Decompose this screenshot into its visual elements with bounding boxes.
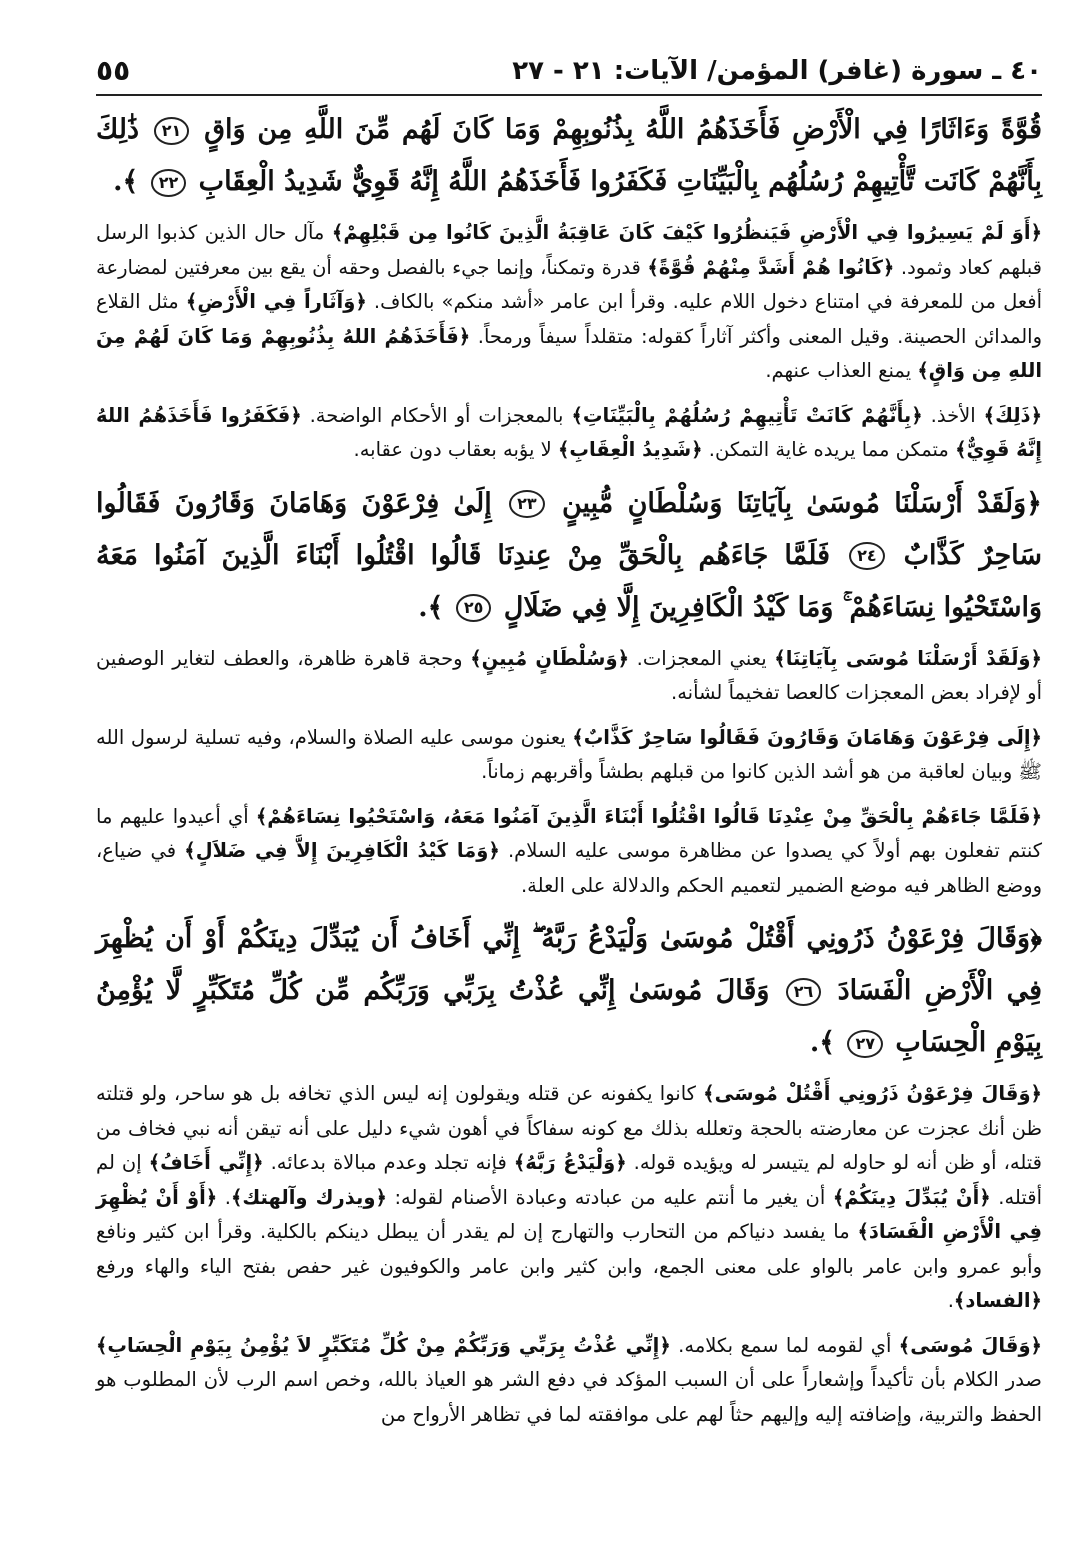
commentary-text: يعنون موسى عليه الصلاة والسلام، وفيه تسلية لرسول الله ﷺ وبيان لعاقبة من هو أشد الذين كانوا من قبلهم بطشاً وأقربهم زماناً. bbox=[96, 725, 1042, 783]
commentary-text: الأخذ. bbox=[922, 403, 984, 427]
verse-number-marker: ٢١ bbox=[154, 117, 190, 145]
tafsir-paragraph bbox=[96, 642, 1042, 711]
commentary-text: فإنه تجلد وعدم مبالاة بدعائه. bbox=[263, 1151, 514, 1174]
quran-verse-block bbox=[96, 913, 1042, 1069]
quoted-verse-text: ﴿وَقَالَ مُوسَى﴾ bbox=[898, 1333, 1042, 1357]
quoted-verse-text: ﴿فَكَفَرُوا فَأَخَذَهُمُ اللهُ إِنَّهُ قَوِيٌّ﴾ bbox=[96, 403, 1042, 461]
tafsir-paragraph bbox=[96, 800, 1042, 904]
commentary-text: . bbox=[217, 1185, 231, 1209]
quran-verse-block bbox=[96, 478, 1042, 634]
commentary-text: أن يغير ما أنتم عليه من عبادته وعبادة الأصنام لقوله: bbox=[386, 1185, 833, 1209]
quoted-verse-text: ﴿أَنْ يُبَدِّلَ دِينَكُمْ﴾ bbox=[832, 1185, 991, 1209]
quoted-verse-text: ﴿فَلَمَّا جَاءَهُمْ بِالْحَقِّ مِنْ عِنْدِنَا قَالُوا اقْتُلُوا أَبْنَاءَ الَّذِينَ آمَنُوا مَعَهُ، وَاسْتَحْيُوا نِسَاءَهُمْ﴾ bbox=[255, 804, 1043, 828]
verse-text: ﴾. bbox=[418, 591, 453, 623]
quoted-verse-text: ﴿وَآثَاراً فِي الْأَرْضِ﴾ bbox=[185, 290, 367, 313]
verse-text: وَقَالَ مُوسَىٰ إِنِّي عُذْتُ بِرَبِّي وَرَبِّكُم مِّن كُلِّ مُتَكَبِّرٍ لَّا يُؤْمِنُ بِيَوْمِ الْحِسَابِ bbox=[96, 975, 1042, 1058]
quoted-verse-text: ﴿وَلَقَدْ أَرْسَلْنَا مُوسَى بِآيَاتِنَا﴾ bbox=[774, 646, 1042, 670]
quoted-verse-text: ﴿إِلَى فِرْعَوْنَ وَهَامَانَ وَقَارُونَ فَقَالُوا سَاحِرٌ كَذَّابٌ﴾ bbox=[572, 725, 1042, 749]
verse-number-marker: ٢٧ bbox=[847, 1030, 883, 1058]
tafsir-paragraph bbox=[96, 399, 1042, 468]
commentary-text: قدرة وتمكناً، وإنما جيء بالفصل وحقه أن يقع بين معرفتين لمضارعة أفعل من للمعرفة في امتناع دخول اللام عليه. وقرأ ابن عامر «أشد منكم» بالكاف. bbox=[96, 255, 1042, 313]
quran-verse-block bbox=[96, 104, 1042, 208]
commentary-text: كانوا يكفونه عن قتله ويقولون إنه ليس الذي تخافه بل هو ساحر، ولو قتلته ظن أنك عجزت عن معارضته بالحجة وتعلله بذلك مع كونه سفاكاً في أهون شيء دليل على أنه تيقن أنه نبي فخاف من قتله، أو ظن أنه لو حاوله لم يتيسر له ويؤيده قوله. bbox=[96, 1082, 1042, 1174]
verse-number-marker: ٢٥ bbox=[456, 594, 492, 622]
verse-text: فَلَمَّا جَاءَهُم بِالْحَقِّ مِنْ عِندِنَا قَالُوا اقْتُلُوا أَبْنَاءَ الَّذِينَ آمَنُوا مَعَهُ وَاسْتَحْيُوا نِسَاءَهُمْ ۚ وَمَا كَيْدُ الْكَافِرِينَ إِلَّا فِي ضَلَالٍ bbox=[96, 539, 1042, 623]
commentary-text: ما يفسد دنياكم من التحارب والتهارج إن لم يقدر أن يبطل دينكم بالكلية. وقرأ ابن كثير ونافع وأبو عمرو وابن عامر بالواو على معنى الجمع، وابن كثير وابن عامر والكوفيون غير حفص بفتح الياء والهاء ورفع bbox=[96, 1220, 1042, 1278]
page-body bbox=[96, 104, 1042, 1442]
page-number: ٥٥ bbox=[96, 54, 131, 87]
quoted-verse-text: ﴿إِنِّي عُذْتُ بِرَبِّي وَرَبِّكُمْ مِنْ كُلِّ مُتَكَبِّرٍ لاَ يُؤْمِنُ بِيَوْمِ الْحِسَابِ﴾ bbox=[96, 1333, 671, 1357]
quoted-verse-text: ﴿الفساد﴾ bbox=[953, 1289, 1042, 1312]
commentary-text: لا يؤبه بعقاب دون عقابه. bbox=[353, 438, 558, 461]
quoted-verse-text: ﴿وَقَالَ فِرْعَوْنُ ذَرُونِي أَقْتُلْ مُوسَى﴾ bbox=[703, 1082, 1042, 1105]
tafsir-paragraph bbox=[96, 1077, 1042, 1319]
commentary-text: في ضياع، ووضع الظاهر فيه موضع الضمير لتعميم الحكم والدلالة على العلة. bbox=[96, 839, 1042, 897]
commentary-text: أي أعيدوا عليهم ما كنتم تفعلون بهم أولاً كي يصدوا عن مظاهرة موسى عليه السلام. bbox=[96, 804, 1042, 862]
verse-text: ﴾. bbox=[809, 1027, 845, 1058]
verse-text: قُوَّةً وَءَاثَارًا فِي الْأَرْضِ فَأَخَذَهُمُ اللَّهُ بِذُنُوبِهِمْ وَمَا كَانَ لَهُم مِّنَ اللَّهِ مِن وَاقٍ bbox=[192, 114, 1042, 145]
quoted-verse-text: ﴿وَلْيَدْعُ رَبَّهُ﴾ bbox=[513, 1151, 627, 1174]
verse-number-marker: ٢٤ bbox=[849, 542, 885, 570]
quoted-verse-text: ﴿ذَلِكَ﴾ bbox=[983, 403, 1042, 427]
verse-number-marker: ٢٣ bbox=[509, 490, 545, 518]
commentary-text: إن لم أقتله. bbox=[96, 1151, 1043, 1209]
quoted-verse-text: ﴿كَانُوا هُمْ أَشَدَّ مِنْهُمْ قُوَّةً﴾ bbox=[647, 255, 895, 279]
quoted-verse-text: ﴿فَأَخَذَهُمُ اللهُ بِذُنُوبِهِمْ وَمَا كَانَ لَهُمْ مِنَ اللهِ مِن وَاقٍ﴾ bbox=[96, 324, 1042, 382]
commentary-text: مثل القلاع والمدائن الحصينة. وقيل المعنى وأكثر آثاراً كقوله: متقلداً سيفاً ورمحاً. bbox=[96, 290, 1042, 348]
quoted-verse-text: ﴿وَسُلْطَانٍ مُبِينٍ﴾ bbox=[470, 646, 630, 670]
verse-text: ﴾. bbox=[113, 166, 148, 197]
verse-number-marker: ٢٢ bbox=[151, 169, 187, 197]
header-divider bbox=[96, 94, 1042, 96]
commentary-text: متمكن مما يريده غاية التمكن. bbox=[702, 438, 956, 461]
verse-text: ذَٰلِكَ بِأَنَّهُمْ كَانَت تَّأْتِيهِمْ رُسُلُهُم بِالْبَيِّنَاتِ فَكَفَرُوا فَأَخَذَهُمُ اللَّهُ إِنَّهُ قَوِيٌّ شَدِيدُ الْعِقَابِ bbox=[96, 114, 1042, 197]
verse-text: ﴿وَقَالَ فِرْعَوْنُ ذَرُونِي أَقْتُلْ مُوسَىٰ وَلْيَدْعُ رَبَّهُ ۖ إِنِّي أَخَافُ أَن يُبَدِّلَ دِينَكُمْ أَوْ أَن يُظْهِرَ فِي الْأَرْضِ الْفَسَادَ bbox=[96, 923, 1042, 1006]
quoted-verse-text: ﴿إِنِّي أَخَافُ﴾ bbox=[148, 1151, 264, 1174]
quoted-verse-text: ﴿أَوْ أَنْ يُظْهِرَ فِي الْأَرْضِ الْفَسَادَ﴾ bbox=[96, 1185, 1042, 1243]
tafsir-paragraph bbox=[96, 216, 1042, 389]
page-header-title: ٤٠ ـ سورة (غافر) المؤمن/ الآيات: ٢١ - ٢٧ bbox=[512, 56, 1042, 86]
quoted-verse-text: ﴿أَوَ لَمْ يَسِيرُوا فِي الْأَرْضِ فَيَنظُرُوا كَيْفَ كَانَ عَاقِبَةُ الَّذِينَ كَانُوا مِن قَبْلِهِمْ﴾ bbox=[331, 221, 1042, 244]
commentary-text: يعني المعجزات. bbox=[629, 646, 775, 670]
commentary-text: يمنع العذاب عنهم. bbox=[765, 359, 918, 382]
verse-number-marker: ٢٦ bbox=[786, 978, 822, 1006]
quoted-verse-text: ﴿بِأَنَّهُمْ كَانَتْ تَأْتِيهِمْ رُسُلُهُمْ بِالْبَيِّنَاتِ﴾ bbox=[571, 403, 923, 427]
commentary-text: بالمعجزات أو الأحكام الواضحة. bbox=[301, 403, 572, 427]
verse-text: ﴿وَلَقَدْ أَرْسَلْنَا مُوسَىٰ بِآيَاتِنَا وَسُلْطَانٍ مُّبِينٍ bbox=[547, 487, 1042, 519]
quoted-verse-text: ﴿وَمَا كَيْدُ الْكَافِرِينَ إِلاَّ فِي ضَلاَلٍ﴾ bbox=[184, 839, 500, 862]
commentary-text: وحجة قاهرة ظاهرة، والعطف لتغاير الوصفين أو لإفراد بعض المعجزات كالعصا تفخيماً لشأنه. bbox=[96, 646, 1042, 704]
quoted-verse-text: ﴿شَدِيدُ الْعِقَابِ﴾ bbox=[557, 438, 703, 461]
commentary-text: . bbox=[947, 1289, 954, 1312]
commentary-text: صدر الكلام بأن تأكيداً وإشعاراً على أن السبب المؤكد في دفع الشر هو العياذ بالله، وخص اسم الرب لأن المطلوب هو الحفظ والتربية، وإضافته إليه وإليهم حثاً لهم على موافقته لما في تظاهر الأرواح من bbox=[96, 1368, 1042, 1426]
tafsir-paragraph bbox=[96, 721, 1042, 790]
quoted-verse-text: ﴿ويذرك وآلهتك﴾ bbox=[230, 1185, 387, 1209]
commentary-text: أي لقومه لما سمع بكلامه. bbox=[670, 1333, 899, 1357]
tafsir-paragraph bbox=[96, 1329, 1042, 1433]
verse-text: إِلَىٰ فِرْعَوْنَ وَهَامَانَ وَقَارُونَ فَقَالُوا سَاحِرٌ كَذَّابٌ bbox=[96, 487, 1042, 571]
commentary-text: مآل حال الذين كذبوا الرسل قبلهم كعاد وثمود. bbox=[96, 221, 1042, 279]
